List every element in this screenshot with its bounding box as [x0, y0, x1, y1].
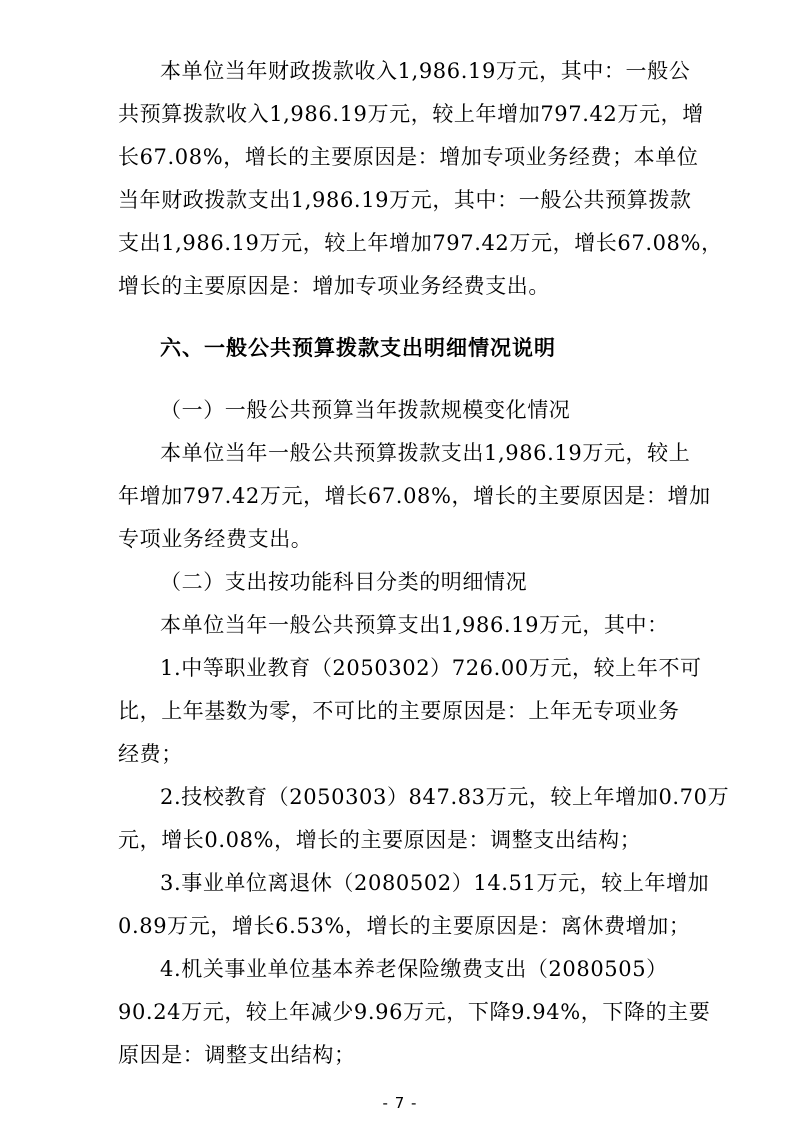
paragraph-line: 长67.08%，增长的主要原因是：增加专项业务经费；本单位	[118, 145, 699, 169]
subsection-title: （二）支出按功能科目分类的明细情况	[160, 570, 528, 594]
paragraph-line: 专项业务经费支出。	[118, 527, 313, 551]
list-item-line: 2.技校教育（2050303）847.83万元，较上年增加0.70万	[160, 785, 730, 809]
page-number: - 7 -	[382, 1094, 418, 1112]
paragraph-line: 年增加797.42万元，增长67.08%，增长的主要原因是：增加	[118, 484, 711, 508]
list-item-line: 比，上年基数为零，不可比的主要原因是：上年无专项业务	[118, 699, 680, 723]
subsection-title: （一）一般公共预算当年拨款规模变化情况	[160, 398, 571, 422]
list-item-line: 原因是：调整支出结构；	[118, 1043, 356, 1067]
list-item-line: 经费；	[118, 742, 183, 766]
paragraph-line: 支出1,986.19万元，较上年增加797.42万元，增长67.08%，	[118, 231, 723, 255]
list-item-line: 4.机关事业单位基本养老保险缴费支出（2080505）	[160, 957, 668, 981]
list-item-line: 3.事业单位离退休（2080502）14.51万元，较上年增加	[160, 871, 710, 895]
list-item-line: 90.24万元，较上年减少9.96万元，下降9.94%，下降的主要	[118, 1000, 711, 1024]
list-item-line: 1.中等职业教育（2050302）726.00万元，较上年不可	[160, 656, 702, 680]
paragraph-line: 增长的主要原因是：增加专项业务经费支出。	[118, 274, 550, 298]
section-heading: 六、一般公共预算拨款支出明细情况说明	[160, 336, 556, 360]
paragraph-line: 本单位当年一般公共预算支出1,986.19万元，其中：	[160, 613, 669, 637]
paragraph-line: 本单位当年一般公共预算拨款支出1,986.19万元，较上	[160, 441, 691, 465]
list-item-line: 元，增长0.08%，增长的主要原因是：调整支出结构；	[118, 828, 642, 852]
list-item-line: 0.89万元，增长6.53%，增长的主要原因是：离休费增加；	[118, 914, 691, 938]
paragraph-line: 本单位当年财政拨款收入1,986.19万元，其中：一般公	[160, 59, 691, 83]
paragraph-line: 共预算拨款收入1,986.19万元，较上年增加797.42万元，增	[118, 102, 704, 126]
paragraph-line: 当年财政拨款支出1,986.19万元，其中：一般公共预算拨款	[118, 188, 692, 212]
